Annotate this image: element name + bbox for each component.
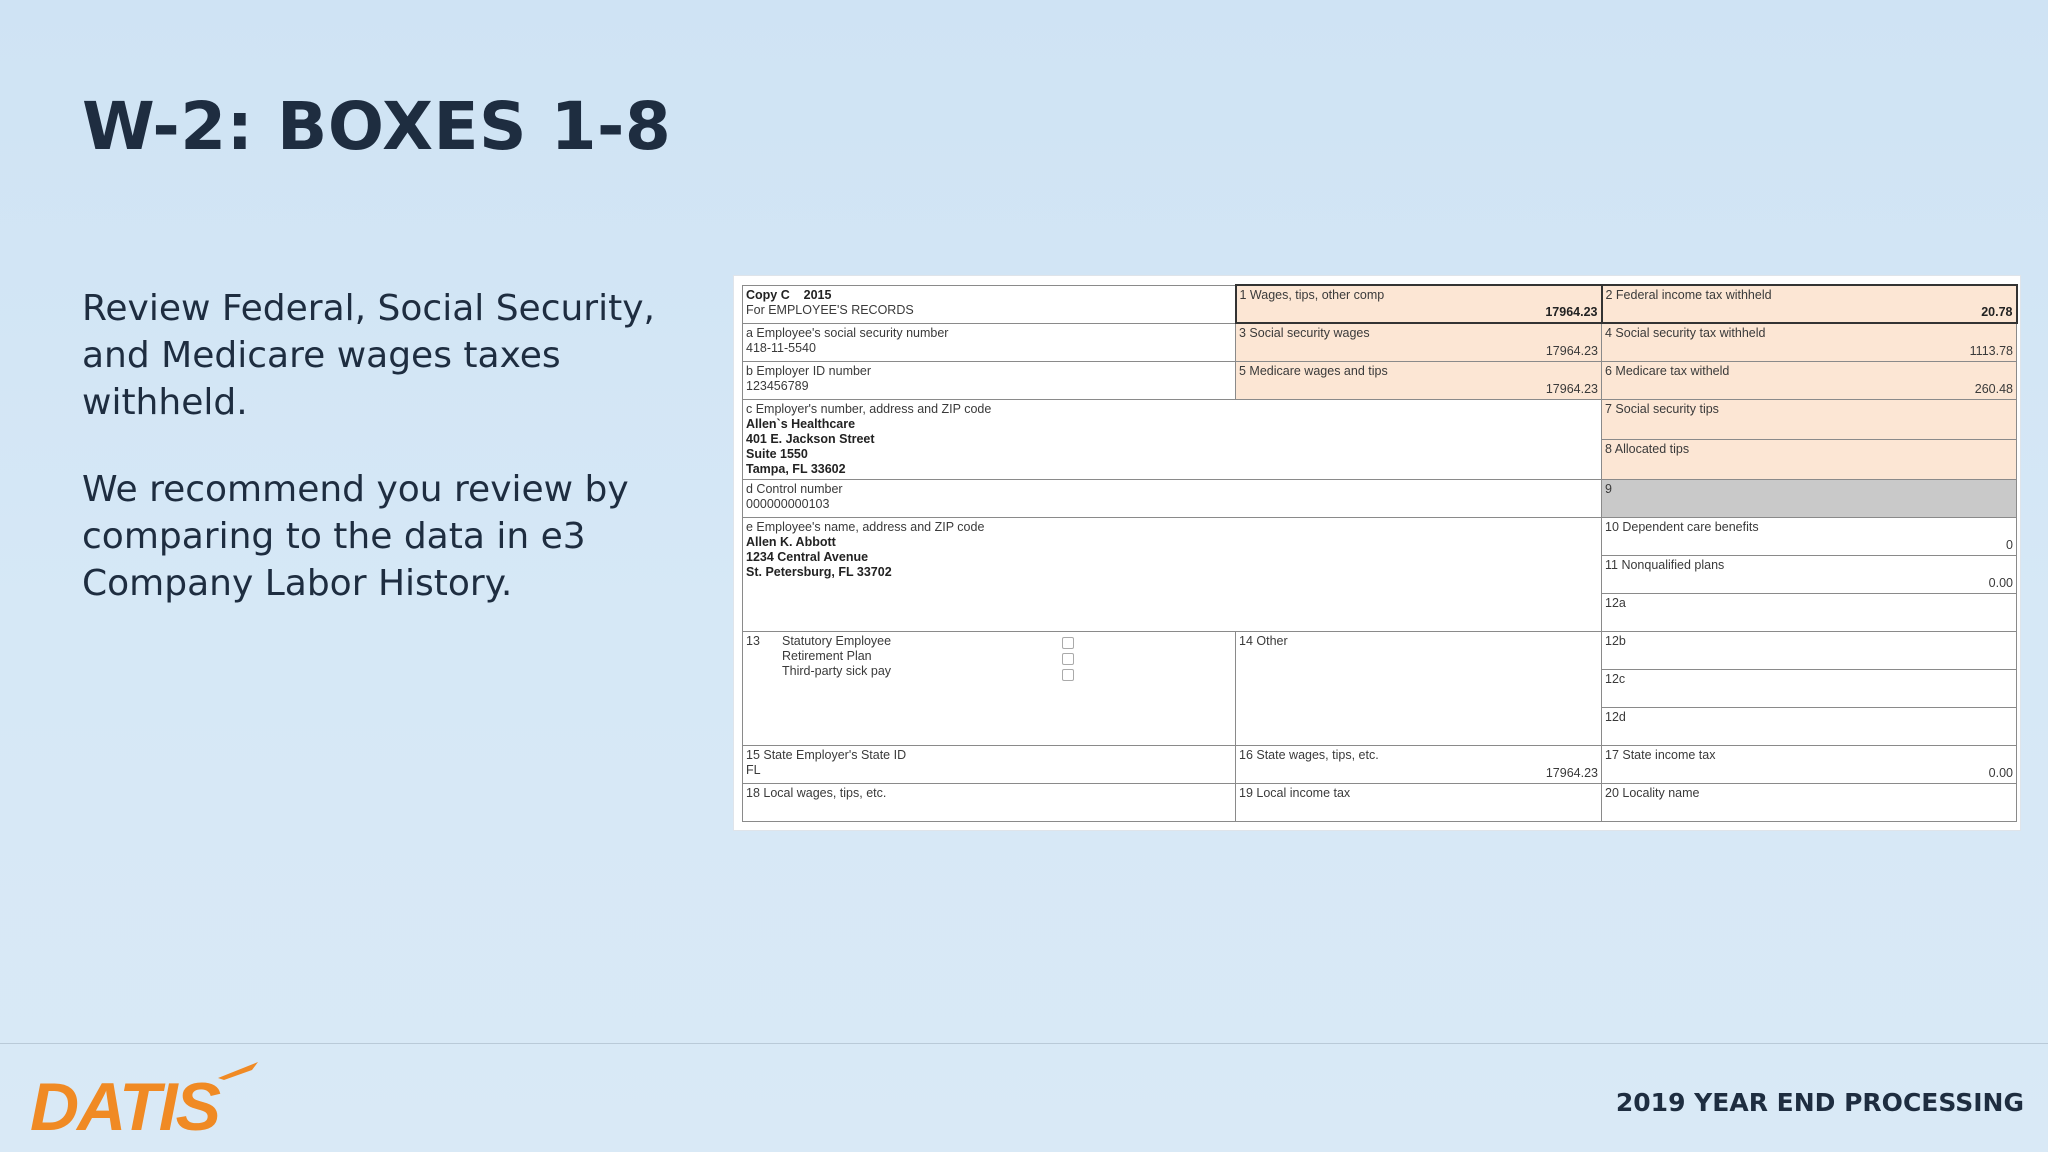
w2-copy-label: Copy C 2015 bbox=[746, 287, 832, 302]
w2-box-18 bbox=[743, 783, 1236, 821]
box-9-label: 9 bbox=[1605, 481, 1612, 496]
box-2-value: 20.78 bbox=[1981, 305, 2013, 319]
w2-box-17 bbox=[1602, 745, 2017, 783]
recommendation-paragraph: We recommend you review by comparing to the data in e3 Company Labor History. bbox=[82, 469, 629, 604]
box-13-sick-pay: Third-party sick pay bbox=[782, 663, 892, 678]
w2-box-12c bbox=[1602, 669, 2017, 707]
box-16-label: 16 State wages, tips, etc. bbox=[1239, 747, 1379, 762]
box-11-label: 11 Nonqualified plans bbox=[1605, 557, 1725, 572]
box-b-value: 123456789 bbox=[746, 378, 809, 393]
footer-title: 2019 YEAR END PROCESSING bbox=[1615, 1088, 2024, 1117]
box-17-label: 17 State income tax bbox=[1605, 747, 1716, 762]
w2-box-4 bbox=[1602, 323, 2017, 361]
w2-box-11 bbox=[1602, 555, 2017, 593]
w2-box-5 bbox=[1236, 361, 1602, 399]
box-13-retirement: Retirement Plan bbox=[782, 648, 872, 663]
box-8-label: 8 Allocated tips bbox=[1605, 441, 1690, 456]
box-14-label: 14 Other bbox=[1239, 633, 1288, 648]
box-4-value: 1113.78 bbox=[1969, 343, 2013, 358]
w2-form-image bbox=[734, 276, 2020, 830]
sick-pay-checkbox[interactable] bbox=[1062, 669, 1074, 681]
employer-name: Allen`s Healthcare bbox=[746, 416, 856, 431]
instruction-paragraph: Review Federal, Social Security, and Medicare wages taxes withheld. bbox=[82, 288, 655, 423]
datis-logo bbox=[26, 1056, 286, 1140]
employer-suite: Suite 1550 bbox=[746, 446, 808, 461]
box-3-value: 17964.23 bbox=[1545, 343, 1598, 358]
box-d-value: 000000000103 bbox=[746, 496, 830, 511]
w2-copy-records: For EMPLOYEE'S RECORDS bbox=[746, 302, 914, 317]
employer-street: 401 E. Jackson Street bbox=[746, 431, 875, 446]
w2-box-12a bbox=[1602, 593, 2017, 631]
box-12a-label: 12a bbox=[1605, 595, 1626, 610]
box-5-label: 5 Medicare wages and tips bbox=[1239, 363, 1388, 378]
box-17-value: 0.00 bbox=[1988, 765, 2013, 780]
retirement-checkbox[interactable] bbox=[1062, 653, 1074, 665]
box-12d-label: 12d bbox=[1605, 709, 1626, 724]
box-3-label: 3 Social security wages bbox=[1239, 326, 1370, 340]
box-e-label: e Employee's name, address and ZIP code bbox=[746, 519, 985, 534]
box-5-value: 17964.23 bbox=[1545, 381, 1598, 396]
employee-name: Allen K. Abbott bbox=[746, 534, 836, 549]
box-20-label: 20 Locality name bbox=[1605, 785, 1700, 800]
w2-box-8 bbox=[1602, 439, 2017, 479]
w2-box-12d bbox=[1602, 707, 2017, 745]
box-d-label: d Control number bbox=[746, 481, 843, 496]
box-b-label: b Employer ID number bbox=[746, 363, 872, 378]
box-12c-label: 12c bbox=[1605, 671, 1626, 686]
box-15-label: 15 State Employer's State ID bbox=[746, 747, 907, 762]
w2-box-e bbox=[743, 517, 1602, 631]
box-1-label: 1 Wages, tips, other comp bbox=[1239, 288, 1385, 302]
statutory-checkbox[interactable] bbox=[1062, 637, 1074, 649]
box-c-label: c Employer's number, address and ZIP code bbox=[746, 401, 992, 416]
employee-city: St. Petersburg, FL 33702 bbox=[746, 564, 892, 579]
w2-box-19 bbox=[1236, 783, 1602, 821]
footer-divider bbox=[0, 1043, 2048, 1044]
w2-box-3 bbox=[1236, 323, 1602, 361]
box-10-value: 0 bbox=[2006, 537, 2013, 552]
box-11-value: 0.00 bbox=[1988, 575, 2013, 590]
w2-box-c bbox=[743, 399, 1602, 479]
box-4-label: 4 Social security tax withheld bbox=[1605, 326, 1766, 340]
box-2-label: 2 Federal income tax withheld bbox=[1605, 288, 1772, 302]
box-19-label: 19 Local income tax bbox=[1239, 785, 1351, 800]
w2-box-7 bbox=[1602, 399, 2017, 439]
w2-box-20 bbox=[1602, 783, 2017, 821]
w2-box-9 bbox=[1602, 479, 2017, 517]
box-10-label: 10 Dependent care benefits bbox=[1605, 519, 1759, 534]
slide-title: W-2: BOXES 1-8 bbox=[82, 88, 672, 165]
box-13-statutory: Statutory Employee bbox=[782, 633, 892, 648]
box-13-label: 13 bbox=[746, 633, 760, 648]
w2-box-d bbox=[743, 479, 1602, 517]
employer-city: Tampa, FL 33602 bbox=[746, 461, 846, 476]
w2-box-14 bbox=[1236, 631, 1602, 745]
w2-box-16 bbox=[1236, 745, 1602, 783]
w2-box-a bbox=[743, 323, 1236, 361]
w2-copy-header bbox=[743, 285, 1236, 323]
w2-box-2 bbox=[1602, 285, 2017, 323]
box-a-value: 418-11-5540 bbox=[746, 340, 816, 355]
w2-box-1 bbox=[1236, 285, 1602, 323]
datis-logo-text: DATIS bbox=[30, 1069, 219, 1140]
w2-form bbox=[742, 284, 2018, 822]
box-15-value: FL bbox=[746, 762, 761, 777]
logo-accent-swoosh bbox=[218, 1062, 258, 1080]
w2-box-13 bbox=[743, 631, 1236, 745]
box-12b-label: 12b bbox=[1605, 633, 1626, 648]
box-6-value: 260.48 bbox=[1974, 381, 2013, 396]
box-18-label: 18 Local wages, tips, etc. bbox=[746, 785, 887, 800]
w2-box-b bbox=[743, 361, 1236, 399]
box-16-value: 17964.23 bbox=[1545, 765, 1598, 780]
w2-box-10 bbox=[1602, 517, 2017, 555]
box-7-label: 7 Social security tips bbox=[1605, 401, 1719, 416]
employee-street: 1234 Central Avenue bbox=[746, 549, 869, 564]
box-a-label: a Employee's social security number bbox=[746, 325, 949, 340]
w2-box-12b bbox=[1602, 631, 2017, 669]
box-6-label: 6 Medicare tax witheld bbox=[1605, 363, 1730, 378]
box-1-value: 17964.23 bbox=[1545, 305, 1598, 319]
w2-box-15 bbox=[743, 745, 1236, 783]
w2-box-6 bbox=[1602, 361, 2017, 399]
